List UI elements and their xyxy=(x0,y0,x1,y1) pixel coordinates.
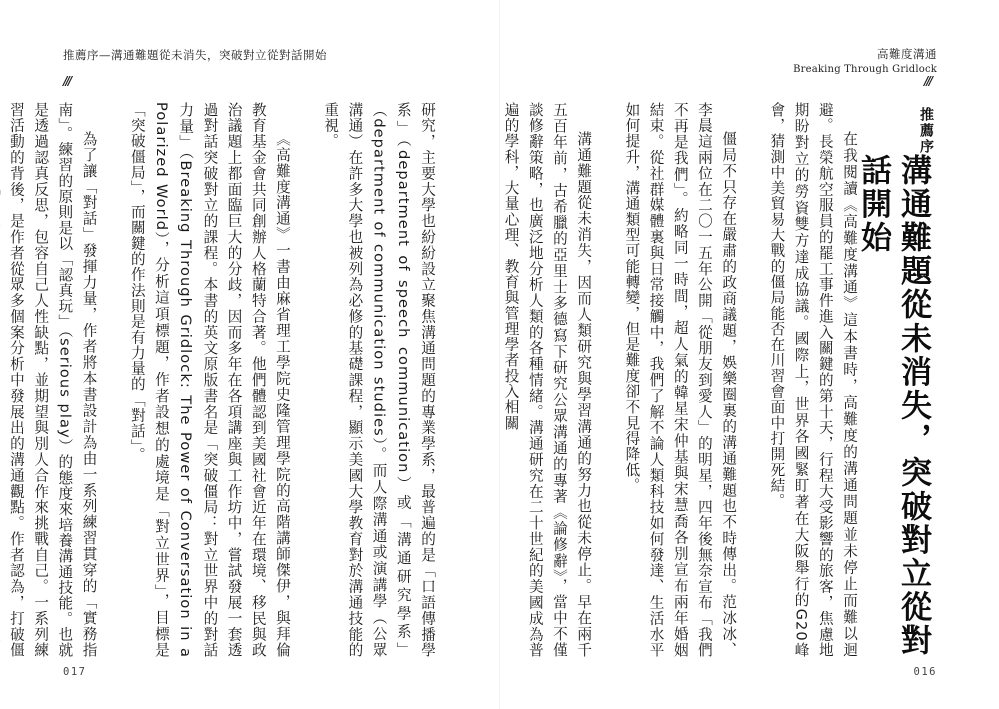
ornament-right: /// xyxy=(923,74,931,88)
running-head-book-title: 高難度溝通 xyxy=(877,47,937,61)
running-head-right xyxy=(793,47,937,77)
body-paragraph: 溝通難題從未消失，因而人類研究與學習溝通的努力也從未停止。早在兩千五百年前，古希臘的亞里士多德寫下研究公眾溝通的專著《論修辭》，當中不僅談修辭策略，也廣泛地分析人類的各種情緒。溝通研究在二十世紀的美國成為普遍的學科，大量心理、教育與管理學者投入相關 xyxy=(502,102,593,658)
running-head-english-title: Breaking Through Gridlock xyxy=(793,64,937,75)
left-page-body xyxy=(7,102,439,658)
section-label: 推薦序 xyxy=(918,107,934,155)
running-head-left: 推薦序—溝通難題從未消失，突破對立從對話開始 xyxy=(63,48,327,62)
body-paragraph: 在我閱讀《高難度溝通》這本書時，高難度的溝通問題並未停止而難以迴避。長榮航空服員的罷工事件進入關鍵的第十天，行程大受影響的旅客，焦慮地期盼對立的勞資雙方達成協議。國際上，世界各國緊盯著在大阪舉行的G20峰會，猜測中美貿易大戰的僵局能否在川習會面中打開死結。 xyxy=(768,102,858,658)
body-paragraph-continued: 研究，主要大學也紛紛設立聚焦溝通問題的專業學系，最普遍的是「口語傳播學系」（department of speech communication）或「溝通研究學系」（department of communication studies）。而人際溝通或演講學（公眾溝通）在許多大學也被列為必修的基礎課程，顯示美國大學教育對於溝通技能的重視。 xyxy=(322,102,436,658)
ornament-left: /// xyxy=(63,74,71,88)
body-paragraph: 僵局不只存在嚴肅的政商議題，娛樂圈裏的溝通難題也不時傳出。范冰冰、李晨這兩位在二〇一五年公開「從朋友到愛人」的明星，四年後無奈宣布「我們不再是我們」。約略同一時間，超人氣的韓星宋仲基與宋慧喬各別宣布兩年婚姻結束。從社群媒體裏與日常接觸中，我們了解不論人類科技如何發達、生活水平如何提升，溝通類型可能轉變，但是難度卻不見得降低。 xyxy=(623,102,738,658)
page-number-right: 016 xyxy=(913,666,937,678)
body-paragraph: 為了讓「對話」發揮力量，作者將本書設計為由一系列練習貫穿的「實務指南」。練習的原則是以「認真玩」（serious play）的態度來培養溝通技能。也就是透過認真反思，包容自己人性缺點，並期望與別人合作來挑戰自己。一系列練習活動的背後，是作者從眾多個案分析中發展出的溝通觀點。作者認為，打破僵 xyxy=(7,102,98,658)
right-page-body xyxy=(502,102,861,658)
page-number-left: 017 xyxy=(63,666,87,678)
chapter-title: 溝通難題從未消失，突破對立從對話開始 xyxy=(855,154,931,658)
body-paragraph: 《高難度溝通》一書由麻省理工學院史隆管理學院的高階講師傑伊，與拜倫教育基金會共同創辦人格蘭特合著。他們體認到美國社會近年在環境、移民與政治議題上都面臨巨大的分歧，因而多年在各項講座與工作坊中，嘗試發展一套透過對話突破對立的課程。本書的英文原版書名是「突破僵局：對立世界中的對話力量」（Breaking Through Gridlock: The Power of Conversation in a Polarized World），分析這項標題，作者設想的處境是「對立世界」，目標是「突破僵局」，而關鍵的作法則是有力量的「對話」。 xyxy=(128,102,291,658)
